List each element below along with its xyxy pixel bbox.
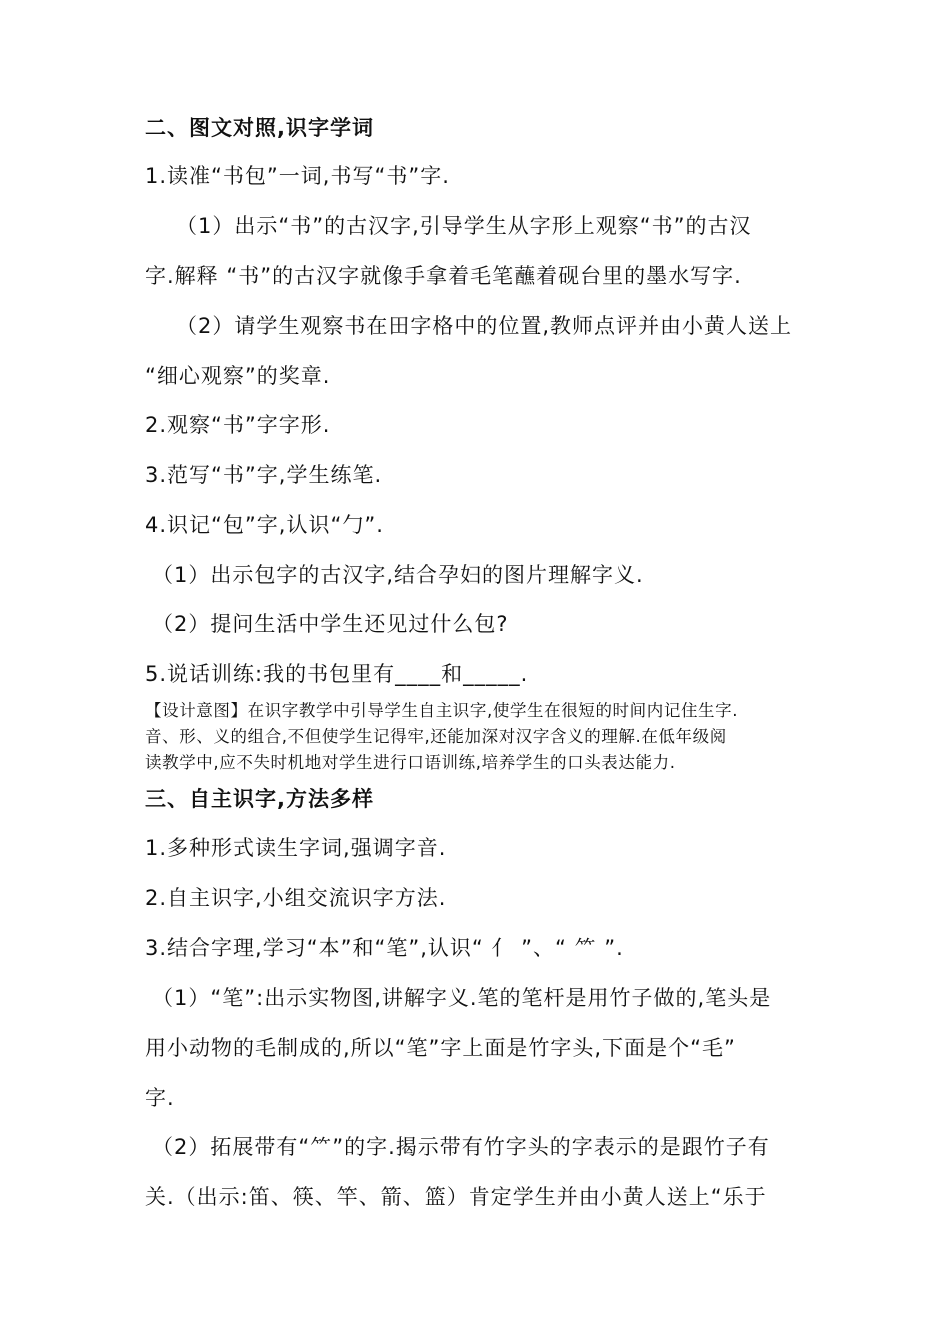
paragraph-line: （2）拓展带有“⺮”的字.揭示带有竹字头的字表示的是跟竹子有: [152, 1135, 770, 1159]
paragraph-line: 3.范写“书”字,学生练笔.: [145, 463, 383, 487]
paragraph-line: 5.说话训练:我的书包里有____和_____.: [145, 662, 529, 686]
paragraph-line: 4.识记“包”字,认识“勹”.: [145, 513, 384, 537]
paragraph-line: （2）提问生活中学生还见过什么包?: [152, 612, 509, 636]
paragraph-line: （1）“笔”:出示实物图,讲解字义.笔的笔杆是用竹子做的,笔头是: [152, 986, 772, 1010]
section2-heading: 二、图文对照,识字学词: [145, 116, 374, 140]
paragraph-line: 字.: [145, 1086, 175, 1110]
paragraph-line: 1.多种形式读生字词,强调字音.: [145, 836, 447, 860]
paragraph-line: 字.解释 “书”的古汉字就像手拿着毛笔蘸着砚台里的墨水写字.: [145, 264, 742, 288]
paragraph-line: （1）出示包字的古汉字,结合孕妇的图片理解字义.: [152, 563, 644, 587]
paragraph-line: 关.（出示:笛、筷、竿、箭、篮）肯定学生并由小黄人送上“乐于: [145, 1185, 767, 1209]
paragraph-line: （1）出示“书”的古汉字,引导学生从字形上观察“书”的古汉: [176, 214, 752, 238]
design-note-line: 【设计意图】在识字教学中引导学生自主识字,使学生在很短的时间内记住生字.: [145, 701, 739, 720]
design-note-line: 音、形、义的组合,不但使学生记得牢,还能加深对汉字含义的理解.在低年级阅: [145, 727, 727, 746]
paragraph-line: 3.结合字理,学习“本”和“笔”,认识“ 亻 ”、“ ⺮ ”.: [145, 936, 624, 960]
paragraph-line: 2.观察“书”字字形.: [145, 413, 331, 437]
paragraph-line: （2）请学生观察书在田字格中的位置,教师点评并由小黄人送上: [176, 314, 793, 338]
section3-heading: 三、自主识字,方法多样: [145, 787, 374, 811]
paragraph-line: 2.自主识字,小组交流识字方法.: [145, 886, 447, 910]
paragraph-line: “细心观察”的奖章.: [145, 364, 331, 388]
design-note-line: 读教学中,应不失时机地对学生进行口语训练,培养学生的口头表达能力.: [145, 753, 676, 772]
paragraph-line: 1.读准“书包”一词,书写“书”字.: [145, 164, 450, 188]
paragraph-line: 用小动物的毛制成的,所以“笔”字上面是竹字头,下面是个“毛”: [145, 1036, 736, 1060]
